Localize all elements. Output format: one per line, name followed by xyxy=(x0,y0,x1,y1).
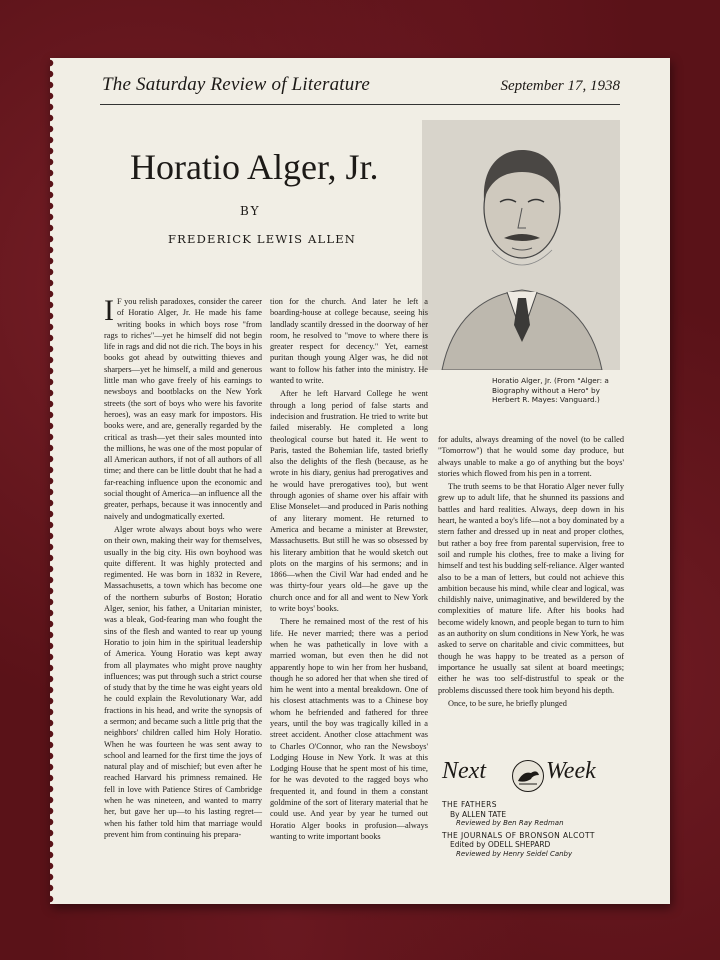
paragraph: tion for the church. And later he left a boarding-house at college because, seeing his landlady scantily dressed in the doorway of her room, he resolved to "move to where there is greater respect for decency." Yet, earnest puritan though young Alger was, he did not want to follow his father into the ministry. He wanted to write. xyxy=(270,297,428,386)
paragraph: Once, to be sure, he briefly plunged xyxy=(448,698,567,708)
portrait-caption: Horatio Alger, Jr. (From "Alger: a Biography without a Hero" by Herbert R. Mayes: Vanguard.) xyxy=(492,376,609,404)
book-author: By ALLEN TATE xyxy=(450,809,507,819)
paragraph: for adults, always dreaming of the novel (to be called "Tomorrow") that he would some day produce, but always unable to make a go of anything but the boys' stories which flowed from his pen in a torrent. xyxy=(438,435,624,478)
next-week-books xyxy=(442,800,632,860)
next-week-logo-icon xyxy=(512,760,544,792)
book-reviewer: Reviewed by Henry Seidel Canby xyxy=(456,849,573,858)
byline-author: FREDERICK LEWIS ALLEN xyxy=(168,232,357,246)
article-title: Horatio Alger, Jr. xyxy=(130,147,379,187)
perforated-edge xyxy=(50,58,60,904)
masthead: The Saturday Review of Literature xyxy=(102,74,370,95)
book-entry xyxy=(442,800,632,829)
paragraph: Alger wrote always about boys who were on their own, making their way for themselves, usually in the big city. His own boyhood was quite different. It was highly protected and regimented. He was born in 1832 in Revere, Massachusetts, a town which has become one of the northern suburbs of Boston; Horatio Alger, senior, his father, a Unitarian minister, was a bleak, God-fearing man who fought the sins of the flesh and wanted to rear up young Horatio to join him in the spiritual leadership of America. Young Horatio was kept away from all playmates who might prove naughty influences; was put through such a strict course of study that by the time he was eight years old he could explain the Revolutionary War, add fractions in his head, and write the synopsis of a sermon; and became such a little prig that the neighbors' children called him Holy Horatio. When he was fourteen he was sent away to school and learned for the first time the joys of natural play and of mischief; but even after he reached Harvard his primness remained. He fell in love with Patience Stires of Cambridge when he was nineteen, and wanted to marry her, but gave her up—to his lasting regret—when his father told him that marriage would prevent him from continuing his prepara- xyxy=(104,524,262,839)
header-rule xyxy=(100,104,620,105)
paragraph: The truth seems to be that Horatio Alger never fully grew up to adult life, that he shunned its passions and battles and hard realities. Always, deep down in his heart, he wanted a boy's life—not a boy dominated by a stern father and dressed up in neat and proper clothes, but rather a boy free from parental supervision, free to soil and rumple his clothes, free to make a living for himself and test his budding self-reliance. Alger wanted also to be a man of letters, but could not achieve this ambition because his mind, while clear and logical, was childishly naive, unimaginative, and bewildered by the complexities of mature life. After his books had become widely known, and people began to turn to him as an authority on slum conditions in New York, he was asked to serve on charitable and civic committees, but though he was happy to be treated as a person of importance he usually sat silent at board meetings; either he was too self-distrustful to speak or the problems discussed there took him beyond his depth. xyxy=(438,482,624,695)
next-week-banner xyxy=(438,758,628,798)
portrait-sketch xyxy=(422,120,620,370)
next-week-week: Week xyxy=(546,758,596,784)
byline-by: BY xyxy=(240,204,261,218)
portrait-drawing xyxy=(422,120,620,370)
next-week-next: Next xyxy=(442,758,486,784)
magazine-page xyxy=(50,58,670,904)
book-title: THE FATHERS xyxy=(442,800,497,809)
article-column-2 xyxy=(270,296,428,896)
book-entry xyxy=(442,831,632,860)
book-author: Edited by ODELL SHEPARD xyxy=(450,840,551,850)
book-title: THE JOURNALS OF BRONSON ALCOTT xyxy=(442,830,595,840)
issue-date: September 17, 1938 xyxy=(500,78,620,94)
paragraph: There he remained most of the rest of his life. He never married; there was a period when he was pathetically in love with a married woman, but even then he did not apparently hope to win her from her husband, though he so adored her that when she tired of him he went into a mental breakdown. One of his closest attachments was to a Chinese boy whom he befriended and fathered for three years, until the boy was tragically killed in a street accident. Another close attachment was to Charles O'Connor, who ran the Newsboys' Lodging House in New York. It was at this Lodging House that he spent most of his time, for he was devoted to the ragged boys who frequented it, and found in them a constant goldmine of the sort of literary material that he could use. And year by year he turned out Horatio Alger books in profusion—always wanting to write important books xyxy=(270,617,428,841)
article-column-1 xyxy=(104,296,262,896)
paragraph: After he left Harvard College he went through a long period of false starts and indecision and frustration. He tried to write but failed miserably. He completed a long theological course but hated it. He went to Paris, tasted the Bohemian life, tasted briefly also the delights of the flesh (because, as he wrote in his diary, genius had prerogatives and he would have prerogatives too), but went through agonies of shame over his affair with Elise Monselet—and produced in Paris nothing of any literary moment. He returned to America and became a minister at Brewster, Massachusetts. But still he was so obsessed by his literary ambition that he would sketch out plots on the margins of his sermons; and in 1866—when the Civil War had ended and he was thirty-four years old—he gave up the church once and for all and went to New York to write boys' books. xyxy=(270,389,428,614)
article-column-3 xyxy=(438,434,624,754)
paragraph: I F you relish paradoxes, consider the career of Horatio Alger, Jr. He made his fame writing books in which boys rose "from rags to riches"—yet he himself did not begin life in rags and did not die rich. The boys in his books got ahead by outwitting thieves and sharpers—yet he himself, a mild and generous little man who gave freely of his earnings to newsboys and bootblacks on the New York streets (the sort of boys who were his favorite heroes), was an easy mark for impostors. His books were, and are, generally regarded by the critical as trash—yet their sales mounted into the millions, he was one of the most popular of all American authors, if not of all authors of all time; and there can be little doubt that he had a far-reaching influence upon the economic and social thought of America—an influence all the greater, perhaps, because it was innocently and naively and undogmatically exerted. xyxy=(104,294,262,521)
book-reviewer: Reviewed by Ben Ray Redman xyxy=(456,819,564,828)
drop-cap: I xyxy=(104,294,114,327)
